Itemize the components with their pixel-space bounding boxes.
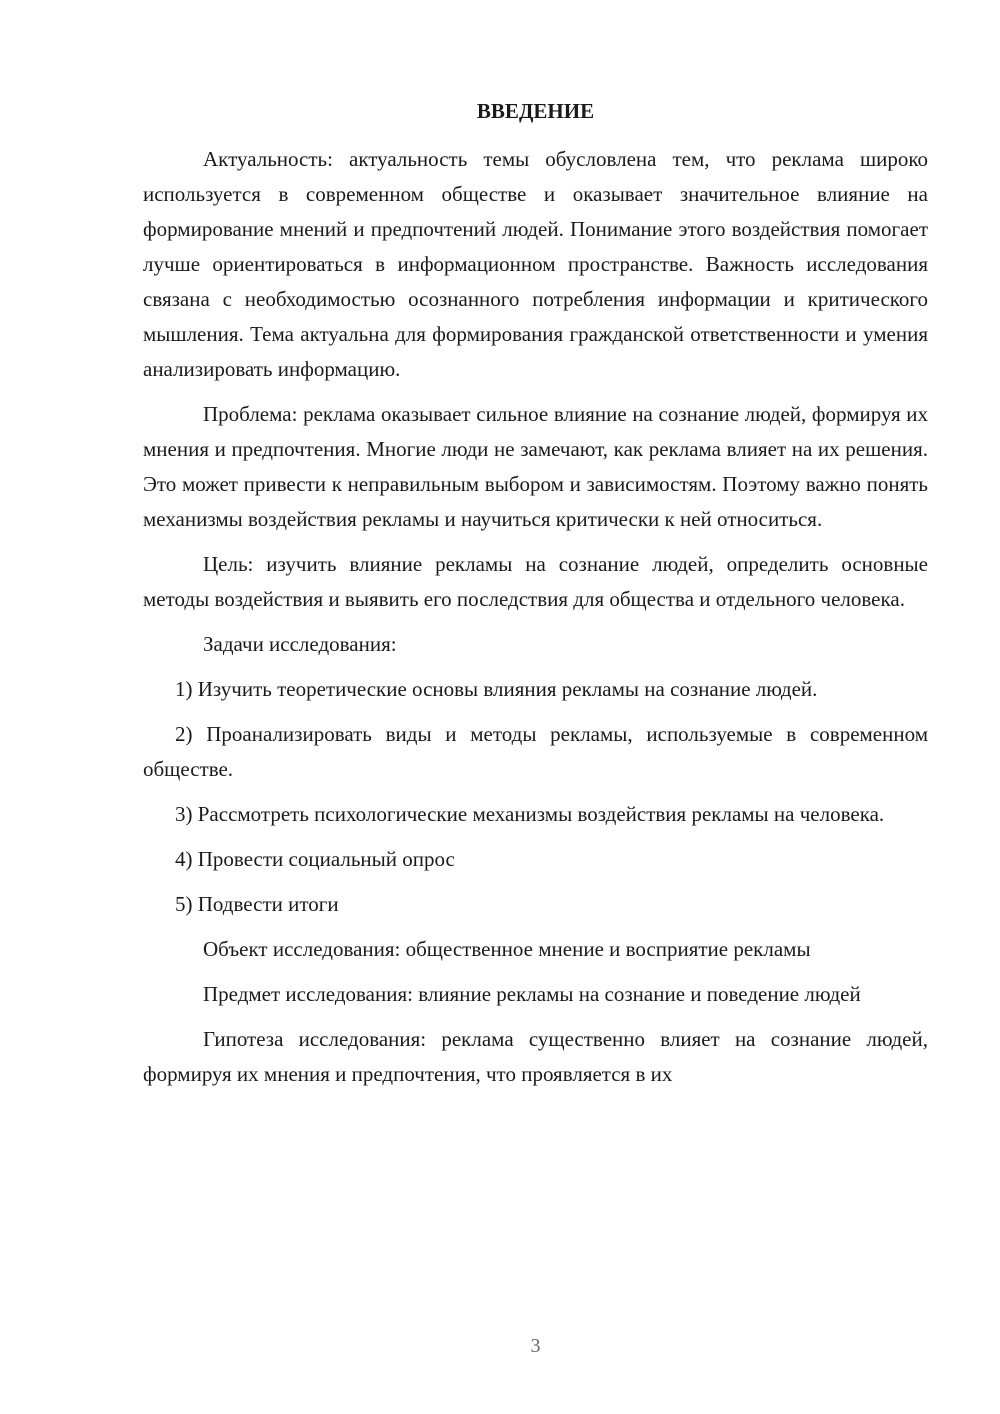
paragraph-tasks-heading: Задачи исследования: — [203, 632, 397, 656]
paragraph-relevance: Актуальность: актуальность темы обусловлена тем, что реклама широко используется в современном обществе и оказывает значительное влияние на формирование мнений и предпочтений людей. Понимание этого воздействия помогает лучше ориентироваться в информационном пространстве. Важность исследования связана с необходимостью осознанного потребления информации и критического мышления. Тема актуальна для формирования гражданской ответственности и умения анализировать информацию. — [143, 147, 928, 381]
task-item: 1) Изучить теоретические основы влияния рекламы на сознание людей. — [175, 677, 818, 701]
paragraph-hypothesis: Гипотеза исследования: реклама существенно влияет на сознание людей, формируя их мнения и предпочтения, что проявляется в их — [143, 1027, 928, 1086]
document-page — [143, 0, 928, 1414]
task-item: 4) Провести социальный опрос — [175, 847, 455, 871]
paragraph-problem: Проблема: реклама оказывает сильное влияние на сознание людей, формируя их мнения и предпочтения. Многие люди не замечают, как реклама влияет на их решения. Это может привести к неправильным выбором и зависимостям. Поэтому важно понять механизмы воздействия рекламы и научиться критически к ней относиться. — [143, 402, 928, 531]
task-item: 3) Рассмотреть психологические механизмы воздействия рекламы на человека. — [175, 802, 885, 826]
page-number: 3 — [530, 1335, 541, 1357]
task-item: 2) Проанализировать виды и методы рекламы, используемые в современном обществе. — [143, 722, 928, 781]
document-body — [143, 142, 928, 1092]
section-title: ВВЕДЕНИЕ — [476, 99, 595, 123]
paragraph-goal: Цель: изучить влияние рекламы на сознание людей, определить основные методы воздействия и выявить его последствия для общества и отдельного человека. — [143, 552, 928, 611]
paragraph-subject: Предмет исследования: влияние рекламы на сознание и поведение людей — [203, 982, 861, 1006]
task-item: 5) Подвести итоги — [175, 892, 339, 916]
paragraph-object: Объект исследования: общественное мнение и восприятие рекламы — [203, 937, 811, 961]
